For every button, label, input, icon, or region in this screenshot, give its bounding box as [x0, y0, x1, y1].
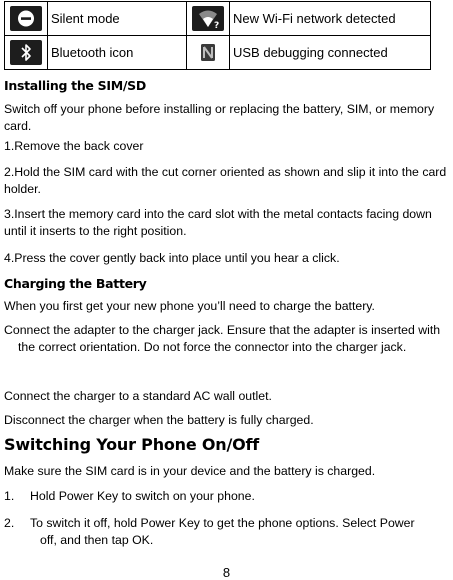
- sim-step: 1.Remove the back cover: [4, 139, 144, 153]
- switching-intro: Make sure the SIM card is in your device and the battery is charged.: [4, 464, 376, 478]
- icon-cell: [187, 2, 230, 36]
- silent-mode-icon: [10, 6, 42, 31]
- step-text-continued: off, and then tap OK.: [40, 533, 154, 547]
- battery-paragraph: When you first get your new phone you’ll need to charge the battery.: [4, 299, 375, 313]
- bluetooth-icon: [10, 40, 42, 65]
- step-number: 2.: [4, 516, 15, 530]
- usb-debugging-icon: [192, 40, 224, 65]
- wifi-network-detected-icon: [192, 6, 224, 31]
- icon-label: New Wi-Fi network detected: [230, 2, 431, 36]
- icon-label: Bluetooth icon: [48, 36, 187, 70]
- switching-step: [4, 515, 415, 532]
- sim-intro: Switch off your phone before installing or replacing the battery, SIM, or memory card.: [4, 102, 435, 133]
- icon-cell: [187, 36, 230, 70]
- switching-step: [4, 488, 255, 505]
- icon-label: USB debugging connected: [230, 36, 431, 70]
- battery-paragraph: Disconnect the charger when the battery is fully charged.: [4, 413, 314, 427]
- page-number: 8: [222, 565, 231, 580]
- section-heading-battery: Charging the Battery: [4, 276, 147, 291]
- sim-step: 4.Press the cover gently back into place until you hear a click.: [4, 251, 340, 265]
- sim-step: 3.Insert the memory card into the card slot with the metal contacts facing down until it inserts to the right position.: [4, 207, 432, 238]
- step-text: To switch it off, hold Power Key to get the phone options. Select Power: [30, 516, 415, 530]
- icon-cell: [5, 2, 48, 36]
- icon-table-row: [5, 36, 431, 70]
- icon-table-row: [5, 2, 431, 36]
- status-icon-table: [4, 1, 431, 70]
- section-heading-sim: Installing the SIM/SD: [4, 78, 146, 93]
- step-number: 1.: [4, 489, 15, 503]
- sim-step: 2.Hold the SIM card with the cut corner oriented as shown and slip it into the card holder.: [4, 165, 447, 196]
- battery-paragraph: Connect the charger to a standard AC wall outlet.: [4, 389, 272, 403]
- section-heading-switching: Switching Your Phone On/Off: [4, 435, 260, 454]
- icon-cell: [5, 36, 48, 70]
- battery-paragraph: Connect the adapter to the charger jack. Ensure that the adapter is inserted with the correct orientation. Do not force the connector into the charger jack.: [4, 323, 441, 354]
- icon-label: Silent mode: [48, 2, 187, 36]
- svg-text:?: ?: [214, 21, 220, 31]
- step-text: Hold Power Key to switch on your phone.: [30, 489, 255, 503]
